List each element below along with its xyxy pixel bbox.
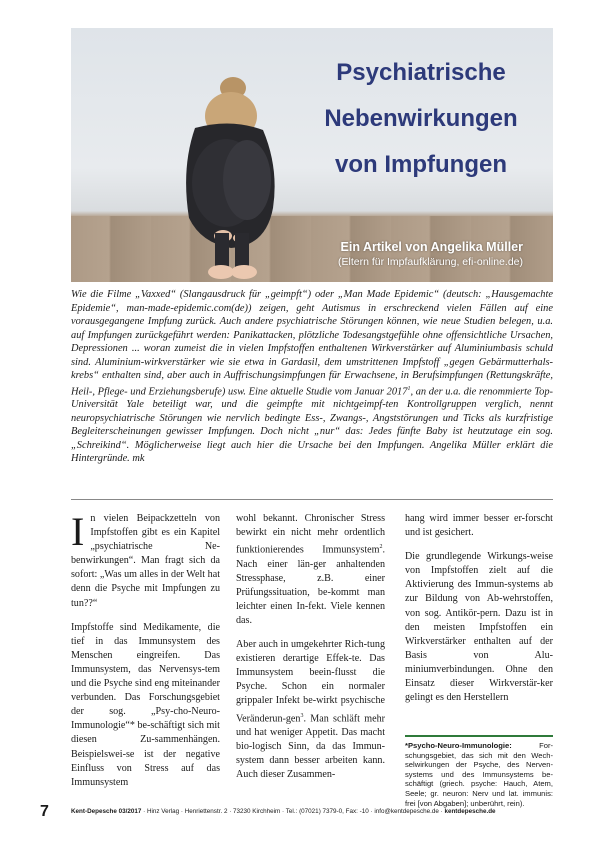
intro-text: , an der u.a. die renommierte Top-Universität Yale beteiligt war, und die geimpfte mit nichtgeimpf-ten Kontrollgruppen verglich, nennt neuropsychiatrische Störungen wie nervlich bedingte Ess-, Zwangs-, Angststörungen und Ticks als kurzfristige Begleiterscheinungen gewisser Impfungen. Doch nicht „nur“ das: Jedes fünfte Baby ist heutzutage ein sog. „Schreikind“. Möglicherweise liegt auch hier die Ursache bei den Impfungen. Angelika Müller erklärt die Hintergründe. mk: [71, 385, 553, 465]
magazine-name: Kent-Depesche 03/2017: [71, 808, 142, 815]
column-3: [405, 512, 553, 715]
column-1: [71, 509, 220, 800]
publisher-details: · Hinz Verlag · Henriettenstr. 2 · 73230 Kirchheim · Tel.: (07021) 7379-0, Fax: -10 · info@kentdepesche.de ·: [141, 808, 445, 815]
footnote-ref: 1: [407, 385, 411, 392]
paragraph-text: . Man schläft mehr und hat weniger Appetit. Das macht bio-logisch Sinn, da das Immun-system dann besser arbeiten kann. Auch dieser Zusammen-: [236, 712, 385, 781]
paragraph: [236, 638, 385, 782]
byline: [338, 240, 523, 268]
intro-text: Wie die Filme „Vaxxed“ (Slangausdruck für „geimpft“) oder „Man Made Epidemic“ (deutsch: „Hausgemachte Epidemie“, man-made-epidemic.com(de)) zeigen, geht Autismus in erschreckend vielen Fällen auf eine vorausgegangene Impfung zurück. Auch andere psychiatrische Störungen können, wie neue Studien belegen, u.a. auf Impfungen zurückgeführt werden: Panikattacken, plötzliche Todesangstgefühle ohne offensichtliche Ursachen, Depressionen ... woran zumeist die in vielen Impfstoffen enthaltenen Wirkverstärker auf Aluminiumbasis schuld sind. Aluminium-wirkverstärker wie sie etwa in Gardasil, dem umstrittenen Impfstoff „gegen Gebärmutterhals-krebs“ enthalten sind, aber auch in Auffrischungsimpfungen für Erwachsene, in Berufsimpfungen (Rettungskräfte, Heil-, Pflege- und Erziehungsberufe) usw. Eine aktuelle Studie vom Januar 2017: [71, 289, 553, 397]
paragraph-text: Aber auch in umgekehrter Rich-tung existieren derartige Effek-te. Das Immunsystem beein-flusst die Psyche. Schon ein normaler grippaler Infekt be-wirkt psychische Veränderun-gen: [236, 639, 385, 724]
divider: [71, 499, 553, 500]
website-link[interactable]: kentdepesche.de: [444, 808, 496, 815]
paragraph-text: wohl bekannt. Chronischer Stress bewirkt ein nicht mehr ordentlich funktionierendes Immunsystem: [236, 513, 385, 556]
paragraph: hang wird immer besser er-forscht und ist gesichert.: [405, 513, 553, 539]
glossary-note: [405, 735, 553, 808]
byline-author: Ein Artikel von Angelika Müller: [340, 240, 523, 254]
sitting-woman-photo: [171, 58, 311, 282]
footnote-ref: 2: [379, 544, 383, 551]
column-2: [236, 512, 385, 792]
paragraph: Die grundlegende Wirkungs-weise von Impfstoffen zielt auf die Aktivierung des Immun-systems ab zur Bildung von Ab-wehrstoffen, von sog. Antikör-pern. Dazu ist in den meisten Impfstoffen ein Wirkverstärker enthalten auf der Basis von Alu-miniumverbindungen. Ohne den Einsatz dieser Wirkverstär-ker gelingt es den Herstellern: [405, 551, 553, 704]
footer-info: [71, 808, 496, 815]
article-title: [301, 50, 541, 188]
title-line: von Impfungen: [335, 151, 507, 178]
intro-paragraph: [71, 288, 553, 466]
byline-affiliation: (Eltern für Impfaufklärung, efi-online.de): [337, 256, 523, 268]
paragraph: Impfstoffe sind Medikamente, die tief in das Immunsystem des Menschen eingreifen. Das Immunsystem, das Nervensys-tem und die Psyche sind eng miteinander verbunden. Das Forschungsgebiet der sog. „Psy-cho-Neuro-Immunologie“* be-schäftigt sich mit diesen Zu-sammenhängen. Beispielswei-se ist der negative Einfluss von Stress auf das Immunsystem: [71, 621, 220, 788]
drop-cap: I: [71, 509, 85, 554]
paragraph-text: . Nach einer län-ger anhaltenden Stressphase, z.B. einer Prüfungssituation, be-kommt man leichter einen In-fekt. Viele kennen das.: [236, 544, 385, 627]
title-line: Nebenwirkungen: [324, 105, 518, 132]
title-line: Psychiatrische: [336, 59, 506, 86]
page-number: 7: [40, 803, 49, 820]
paragraph: [71, 509, 220, 611]
glossary-text: For-schungsgebiet, das sich mit den Wech-selwirkungen der Psyche, des Nerven-systems und des Immunsystems be-schäftigt (griech. psyche: Hauch, Atem, Seele; gr. neuron: Nerv und lat. immunis: frei [von Abgaben]; unberührt, rein).: [405, 741, 553, 808]
footnote-ref: 3: [300, 712, 304, 719]
hero-image: [71, 28, 553, 282]
paragraph-text: n vielen Beipackzetteln von Impfstoffen gibt es ein Kapitel „psychiatrische Ne-benwirkungen“. Man fragt sich da sofort: „Was um alles in der Welt hat denn die Psyche mit Impfungen zu tun??“: [71, 513, 220, 609]
paragraph: [236, 512, 385, 628]
glossary-term: *Psycho-Neuro-Immunologie:: [405, 741, 512, 750]
